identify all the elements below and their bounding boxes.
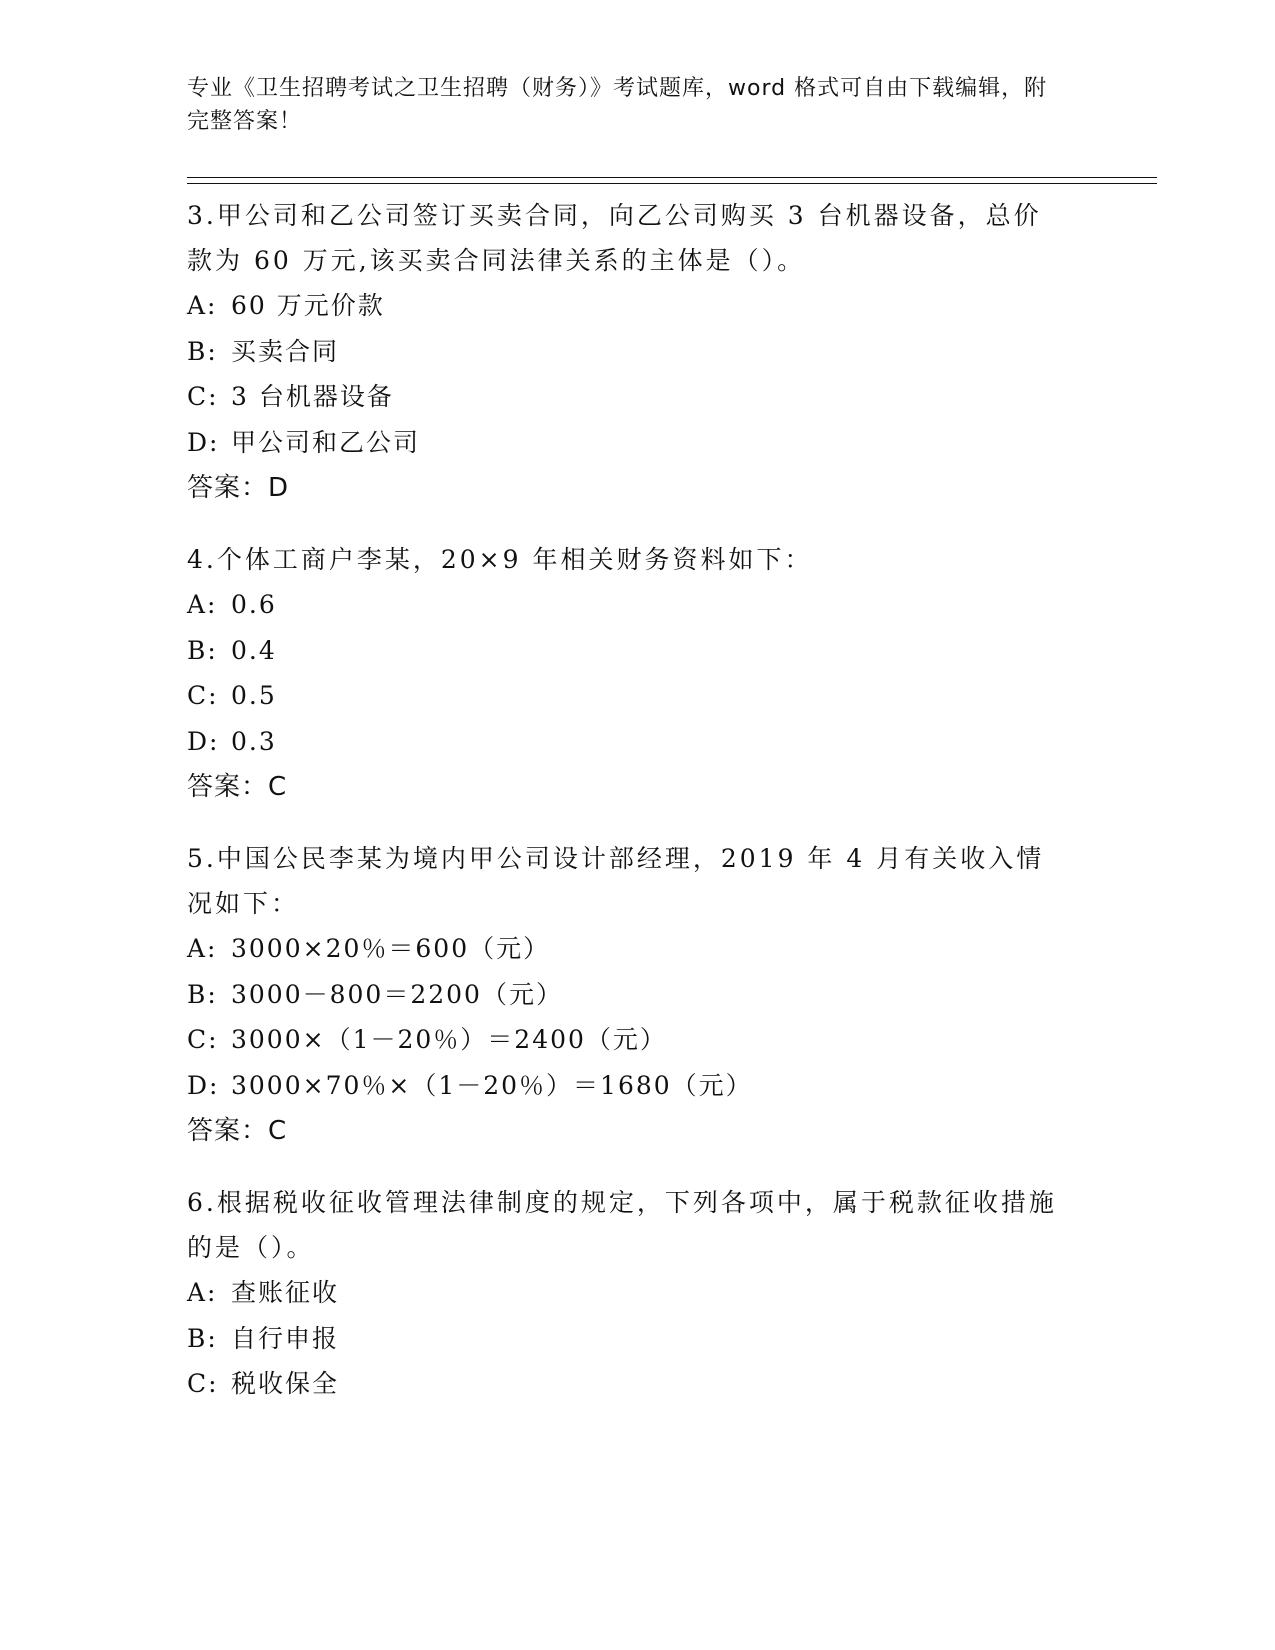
option-d — [187, 719, 1067, 765]
option-key: C: — [187, 681, 219, 710]
option-key: C: — [187, 382, 219, 411]
option-key: C: — [187, 1369, 219, 1398]
option-a — [187, 582, 1067, 628]
option-text: 0.3 — [231, 726, 277, 756]
option-text: 60 万元价款 — [231, 291, 385, 320]
option-text: 3000－800＝2200（元） — [231, 979, 563, 1009]
option-a — [187, 1270, 1067, 1316]
option-text: 0.5 — [231, 681, 277, 710]
option-key: B: — [187, 1323, 218, 1353]
option-key: D: — [187, 427, 220, 457]
answer-line: 答案：D — [187, 473, 290, 503]
question-title: 5.中国公民李某为境内甲公司设计部经理，2019 年 4 月有关收入情况如下： — [187, 844, 1045, 918]
question-6 — [187, 1180, 1067, 1407]
option-c — [187, 1017, 1067, 1063]
answer-line: 答案：C — [187, 772, 288, 802]
option-c — [187, 673, 1067, 719]
question-3 — [187, 193, 1067, 511]
option-b — [187, 972, 1067, 1018]
option-b — [187, 1316, 1067, 1362]
question-title: 3.甲公司和乙公司签订买卖合同，向乙公司购买 3 台机器设备，总价款为 60 万元,该买卖合同法律关系的主体是（）。 — [187, 201, 1042, 275]
option-key: B: — [187, 635, 218, 665]
question-list — [187, 193, 1067, 1433]
option-key: A: — [187, 590, 218, 619]
option-key: A: — [187, 934, 218, 963]
answer-line: 答案：C — [187, 1116, 288, 1146]
option-text: 税收保全 — [231, 1369, 340, 1398]
question-4 — [187, 537, 1067, 810]
option-key: D: — [187, 1070, 220, 1100]
question-title: 4.个体工商户李某，20×9 年相关财务资料如下： — [187, 545, 813, 574]
option-text: 0.6 — [231, 590, 277, 619]
option-text: 0.4 — [231, 635, 277, 665]
option-key: B: — [187, 979, 218, 1009]
option-key: A: — [187, 291, 218, 320]
question-title: 6.根据税收征收管理法律制度的规定，下列各项中，属于税款征收措施的是（）。 — [187, 1188, 1057, 1262]
option-key: D: — [187, 726, 220, 756]
option-c — [187, 1361, 1067, 1407]
option-key: B: — [187, 336, 218, 366]
option-text: 买卖合同 — [231, 336, 340, 366]
option-text: 3000×70％×（1－20％）＝1680（元） — [231, 1070, 753, 1100]
option-text: 查账征收 — [231, 1278, 340, 1307]
document-header — [187, 72, 1067, 138]
option-text: 3 台机器设备 — [231, 382, 394, 411]
option-text: 自行申报 — [231, 1323, 340, 1353]
header-divider-top — [187, 177, 1157, 178]
option-key: A: — [187, 1278, 218, 1307]
question-5 — [187, 836, 1067, 1154]
header-title: 专业《卫生招聘考试之卫生招聘（财务）》考试题库，word 格式可自由下载编辑，附完整答案！ — [187, 76, 1048, 134]
option-text: 甲公司和乙公司 — [231, 427, 421, 457]
option-c — [187, 374, 1067, 420]
option-a — [187, 926, 1067, 972]
option-b — [187, 329, 1067, 375]
option-text: 3000×（1－20％）＝2400（元） — [231, 1025, 667, 1054]
option-key: C: — [187, 1025, 219, 1054]
option-d — [187, 420, 1067, 466]
header-divider-bottom — [187, 183, 1157, 184]
option-text: 3000×20％＝600（元） — [231, 934, 551, 963]
option-d — [187, 1063, 1067, 1109]
option-a — [187, 283, 1067, 329]
option-b — [187, 628, 1067, 674]
